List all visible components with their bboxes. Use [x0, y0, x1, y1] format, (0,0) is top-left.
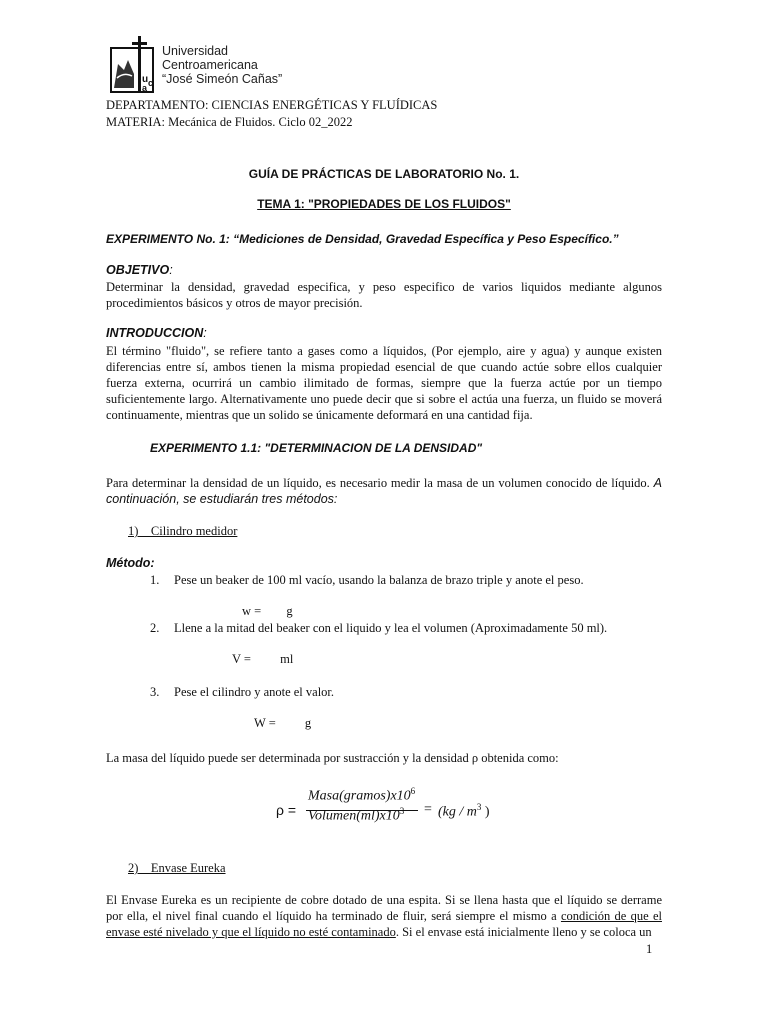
step-1 — [150, 573, 584, 588]
step-3-text: Pese el cilindro y anote el valor. — [174, 685, 335, 699]
rho-symbol: ρ = — [276, 802, 297, 818]
method-heading: Método: — [106, 556, 155, 570]
step-2 — [150, 621, 607, 636]
method-2-underline-1: condición de que el — [560, 909, 662, 923]
w-unit: g — [286, 604, 293, 618]
formula-numerator — [308, 786, 415, 805]
department-line: DEPARTAMENTO: CIENCIAS ENERGÉTICAS Y FLUÍDICAS — [106, 98, 438, 112]
guide-title: GUÍA DE PRÁCTICAS DE LABORATORIO No. 1. — [248, 167, 520, 181]
step-1-number: 1. — [150, 573, 160, 587]
method-2-underline-2: envase esté nivelado y que el líquido no esté contaminado — [106, 925, 396, 939]
university-name — [162, 44, 282, 86]
university-line-2: Centroamericana — [162, 58, 258, 72]
v-unit: ml — [280, 652, 294, 666]
formula-equals: = — [424, 802, 432, 817]
university-line-1: Universidad — [162, 44, 229, 58]
experiment-title: EXPERIMENTO No. 1: “Mediciones de Densidad, Gravedad Específica y Peso Específico.” — [106, 232, 619, 246]
uca-logo-icon — [108, 34, 156, 94]
method-2-title: 2) Envase Eureka — [128, 861, 226, 875]
objective-heading-text: OBJETIVO — [106, 263, 170, 277]
intro-text: Para determinar la densidad de un líquido, es necesario medir la masa de un volumen conocido de líquido. — [106, 476, 650, 490]
v-label: V = — [232, 652, 251, 666]
step-1-text: Pese un beaker de 100 ml vacío, usando la balanza de brazo triple y anote el peso. — [174, 573, 584, 587]
objective-heading: OBJETIVO: — [106, 263, 173, 277]
objective-text: Determinar la densidad, gravedad especifica, y peso especifico de varios liquidos mediante algunos procedimientos básicos y otros de mayor precisión. — [106, 280, 662, 310]
v-measurement — [232, 652, 293, 667]
density-text: La masa del líquido puede ser determinada por sustracción y la densidad ρ obtenida como: — [106, 751, 559, 765]
numerator-text: Masa(gramos)x10 — [308, 788, 411, 804]
denominator-text: Volumen(ml)x10 — [308, 808, 400, 824]
step-2-text: Llene a la mitad del beaker con el liquido y lea el volumen (Aproximadamente 50 ml). — [174, 621, 608, 635]
uca-logo — [108, 34, 156, 94]
step-3 — [150, 685, 334, 700]
university-line-3: “José Simeón Cañas” — [162, 72, 283, 86]
units-close: ) — [484, 804, 490, 820]
svg-text:u: u — [142, 74, 149, 85]
introduction-heading: INTRODUCCION: — [106, 326, 207, 340]
step-2-number: 2. — [150, 621, 160, 635]
units-text: (kg / m — [438, 804, 477, 820]
W-unit: g — [304, 716, 312, 730]
introduction-heading-text: INTRODUCCION — [106, 326, 204, 340]
W-measurement — [254, 716, 311, 731]
intro-text-methods: A continuación, se estudiarán tres métodos: — [106, 476, 662, 506]
method-1-title: 1) Cilindro medidor — [128, 524, 238, 538]
method-2-text — [106, 892, 662, 940]
denominator-exponent: 3 — [399, 806, 405, 816]
experiment-1-1-heading: EXPERIMENTO 1.1: "DETERMINACION DE LA DENSIDAD" — [150, 441, 483, 455]
method-2-text-a: El Envase Eureka es un recipiente de cobre dotado de una espita. Si se llena hasta que el líquido se derrame por ella, el nivel final cuando el líquido ha terminado de fluir, será siempre el mismo a — [106, 893, 662, 923]
w-measurement — [242, 604, 293, 619]
page-number: 1 — [646, 942, 653, 956]
W-label: W = — [254, 716, 276, 730]
subject-line: MATERIA: Mecánica de Fluidos. Ciclo 02_2022 — [106, 115, 353, 129]
w-label: w = — [242, 604, 262, 618]
introduction-text: El término "fluido", se refiere tanto a gases como a líquidos, (Por ejemplo, aire y agua) y aunque existen diferencias entre sí, ambos tienen la misma propiedad esencial de que cuando actúe sobre ellos cualquier fuerza externa, ocurrirá un cambio ilimitado de formas, siempre que la fuerza actúe por un tiempo suficientemente largo. Alternativamente uno puede decir que si sobre el actúa una fuerza, un fluido se moverá continuamente, mientras que un solido se únicamente deformará en una cantidad fija. — [106, 344, 662, 422]
svg-text:c: c — [148, 78, 154, 88]
formula-denominator — [308, 806, 404, 825]
method-2-text-c: . Si el envase está inicialmente lleno y se coloca un — [395, 925, 652, 939]
svg-text:a: a — [142, 83, 148, 93]
formula-units — [438, 802, 490, 821]
topic-title: TEMA 1: "PROPIEDADES DE LOS FLUIDOS" — [257, 197, 511, 211]
numerator-exponent: 6 — [410, 786, 416, 796]
units-exponent: 3 — [476, 802, 482, 812]
experiment-1-1-intro — [106, 475, 662, 507]
density-formula — [276, 784, 536, 832]
step-3-number: 3. — [150, 685, 160, 699]
